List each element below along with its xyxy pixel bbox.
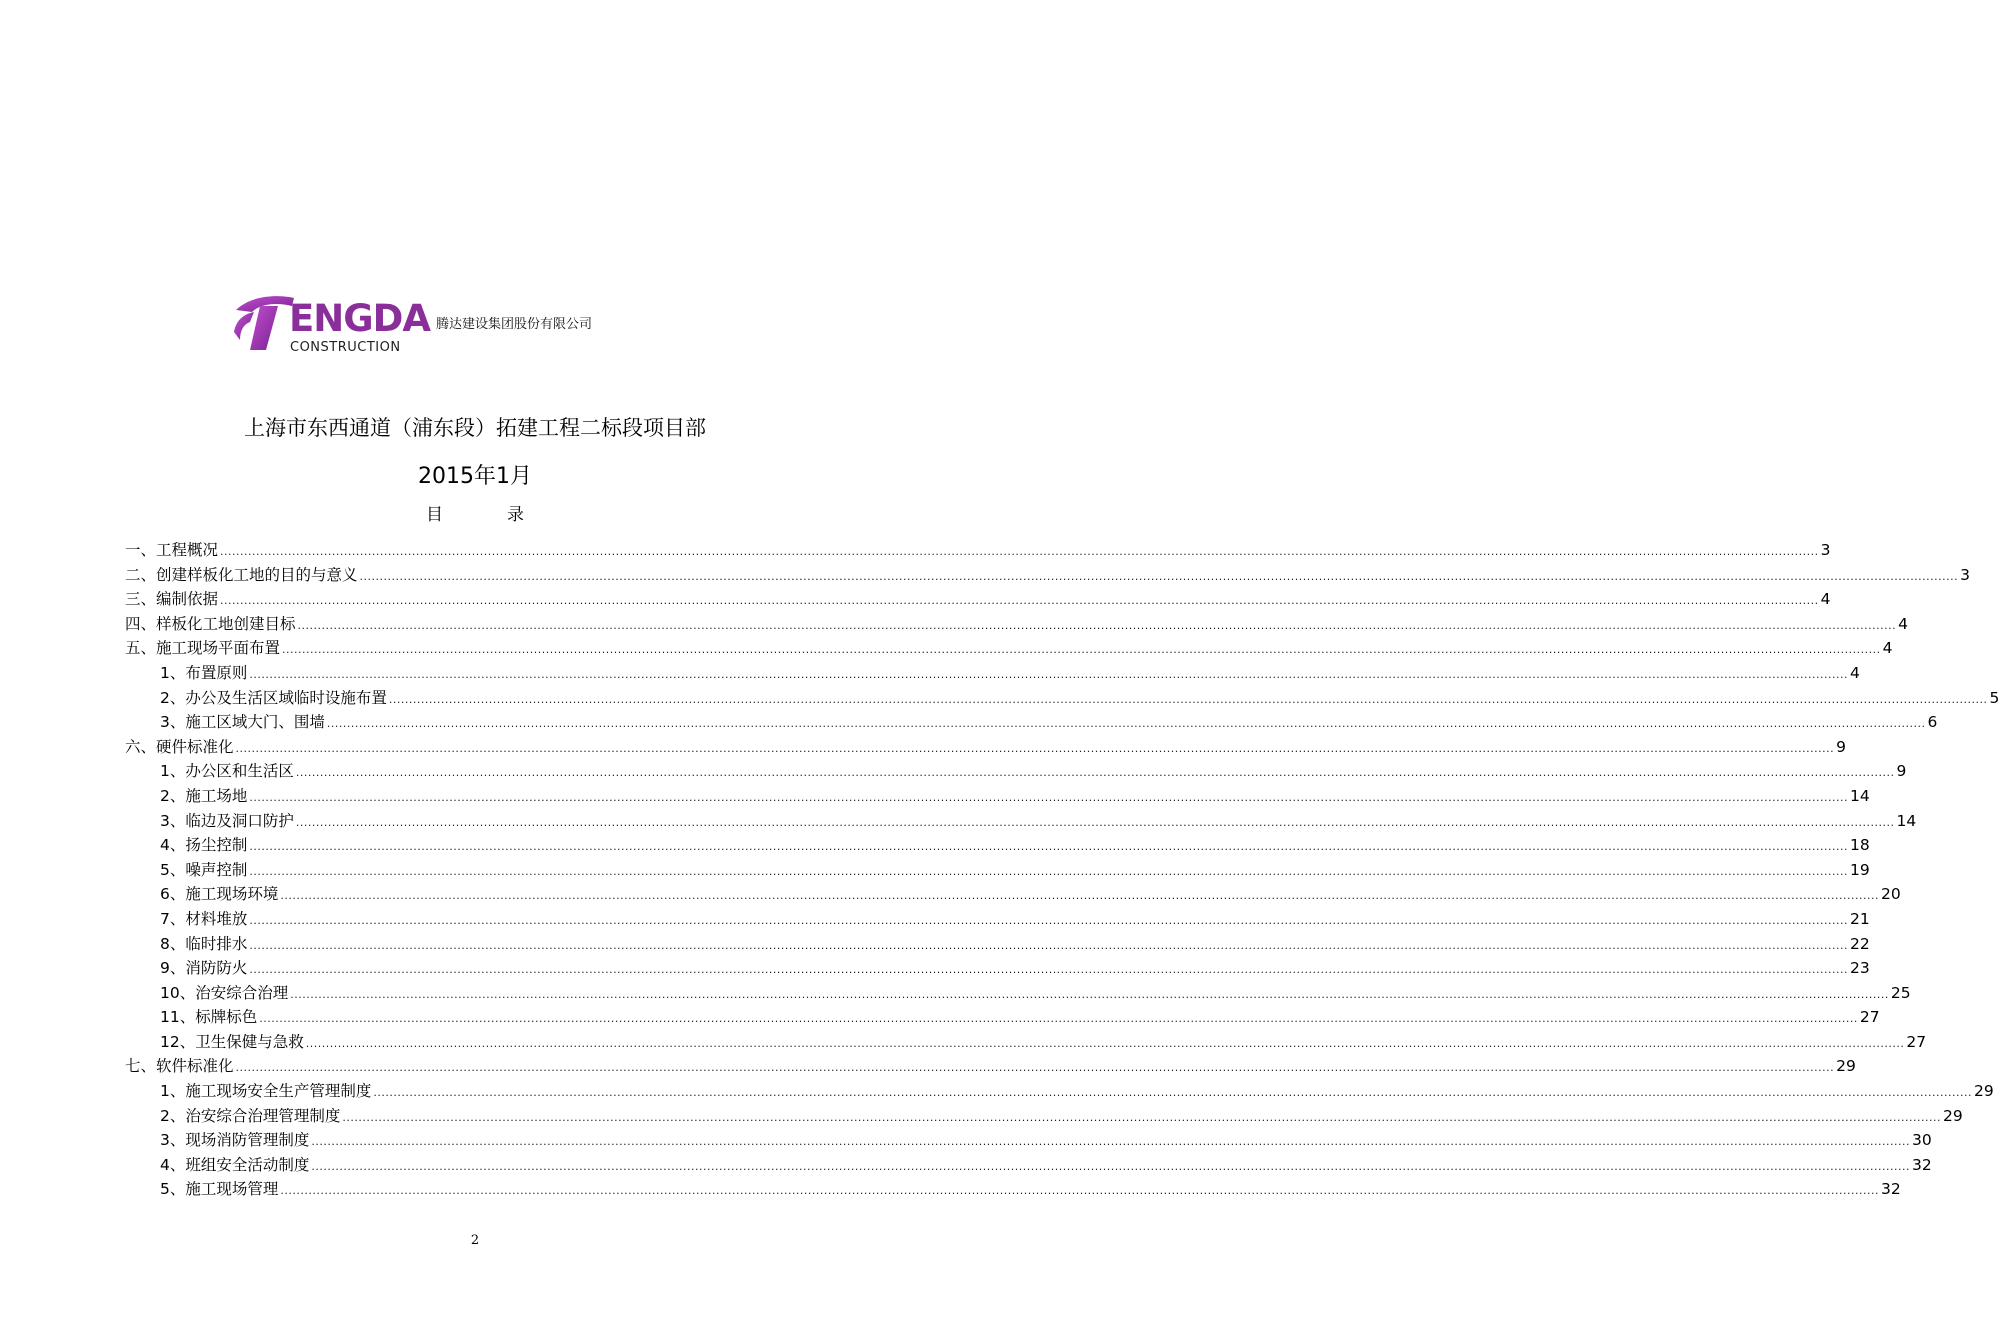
toc-leader-dots: ................................................................................................................................................................................................................................................................................................................................................................................................................ <box>235 741 1835 755</box>
toc-entry-page: 32 <box>1912 1155 1932 1174</box>
toc-leader-dots: ................................................................................................................................................................................................................................................................................................................................................................................................................ <box>342 1110 1942 1124</box>
toc-entry-page: 29 <box>1974 1082 1994 1101</box>
toc-entry[interactable] <box>125 759 1907 784</box>
toc-entry[interactable] <box>125 612 1909 637</box>
page-number: 2 <box>470 1233 480 1248</box>
toc-entry-page: 25 <box>1890 983 1911 1002</box>
toc-entry-page: 21 <box>1850 909 1870 928</box>
toc-entry-label: 9、消防防火 <box>160 959 248 978</box>
toc-entry-page: 19 <box>1850 860 1870 879</box>
toc-entry-label: 6、施工现场环境 <box>160 885 279 904</box>
toc-leader-dots: ................................................................................................................................................................................................................................................................................................................................................................................................................ <box>326 717 1926 731</box>
toc-entry-label: 六、硬件标准化 <box>125 737 234 756</box>
toc-entry[interactable] <box>125 1128 1932 1153</box>
toc-leader-dots: ................................................................................................................................................................................................................................................................................................................................................................................................................ <box>249 864 1849 878</box>
toc-entry-page: 29 <box>1836 1057 1856 1076</box>
company-name: 腾达建设集团股份有限公司 <box>436 317 593 332</box>
toc-entry-label: 五、施工现场平面布置 <box>125 639 281 658</box>
toc-leader-dots: ................................................................................................................................................................................................................................................................................................................................................................................................................ <box>220 545 1819 558</box>
toc-entry-label: 七、软件标准化 <box>125 1057 234 1076</box>
toc-entry-label: 8、临时排水 <box>160 934 248 953</box>
toc-entry-page: 27 <box>1906 1032 1927 1051</box>
toc-leader-dots: ................................................................................................................................................................................................................................................................................................................................................................................................................ <box>280 1184 1880 1198</box>
toc-entry-page: 4 <box>1820 590 1831 609</box>
toc-leader-dots: ................................................................................................................................................................................................................................................................................................................................................................................................................ <box>249 938 1849 952</box>
toc-entry-page: 4 <box>1882 639 1893 658</box>
toc-entry-page: 23 <box>1850 959 1870 978</box>
toc-entry-label: 3、现场消防管理制度 <box>160 1131 310 1150</box>
toc-entry[interactable] <box>125 882 1901 907</box>
toc-entry-page: 22 <box>1850 934 1870 953</box>
toc-entry[interactable] <box>125 710 1938 735</box>
toc-entry[interactable] <box>125 538 1831 563</box>
toc-entry[interactable] <box>125 1153 1932 1178</box>
toc-entry-label: 1、办公区和生活区 <box>160 762 294 781</box>
toc-entry-label: 12、卫生保健与急救 <box>160 1032 304 1051</box>
toc-leader-dots: ................................................................................................................................................................................................................................................................................................................................................................................................................ <box>220 594 1819 608</box>
toc-entry-page: 29 <box>1943 1106 1963 1125</box>
toc-leader-dots: ................................................................................................................................................................................................................................................................................................................................................................................................................ <box>311 1159 1911 1173</box>
toc-entry-label: 5、噪声控制 <box>160 860 248 879</box>
toc-entry-page: 14 <box>1896 811 1917 830</box>
toc-entry[interactable] <box>125 932 1870 957</box>
toc-entry[interactable] <box>125 784 1870 809</box>
toc-entry-label: 11、标牌标色 <box>160 1008 258 1027</box>
toc-entry[interactable] <box>125 661 1860 686</box>
toc-entry[interactable] <box>125 1104 1963 1129</box>
toc-entry-page: 18 <box>1850 836 1870 855</box>
toc-entry-label: 2、办公及生活区域临时设施布置 <box>160 688 387 707</box>
toc-leader-dots: ................................................................................................................................................................................................................................................................................................................................................................................................................ <box>290 987 1889 1001</box>
toc-entry-label: 10、治安综合治理 <box>160 983 289 1002</box>
toc-entry-page: 14 <box>1850 786 1870 805</box>
toc-heading-right: 录 <box>507 505 524 525</box>
toc-entry-page: 3 <box>1820 541 1831 559</box>
toc-leader-dots: ................................................................................................................................................................................................................................................................................................................................................................................................................ <box>249 790 1849 804</box>
toc-leader-dots: ................................................................................................................................................................................................................................................................................................................................................................................................................ <box>249 913 1849 927</box>
tengda-swoosh-icon <box>232 292 296 354</box>
toc-leader-dots: ................................................................................................................................................................................................................................................................................................................................................................................................................ <box>249 667 1849 681</box>
toc-leader-dots: ................................................................................................................................................................................................................................................................................................................................................................................................................ <box>280 889 1880 903</box>
toc-entry[interactable] <box>125 1054 1856 1079</box>
toc-leader-dots: ................................................................................................................................................................................................................................................................................................................................................................................................................ <box>295 766 1895 780</box>
toc-leader-dots: ................................................................................................................................................................................................................................................................................................................................................................................................................ <box>249 963 1849 977</box>
toc-leader-dots: ................................................................................................................................................................................................................................................................................................................................................................................................................ <box>311 1135 1911 1149</box>
document-date: 2015年1月 <box>418 464 532 489</box>
toc-entry[interactable] <box>125 1177 1901 1202</box>
toc-leader-dots: ................................................................................................................................................................................................................................................................................................................................................................................................................ <box>235 1061 1835 1075</box>
toc-leader-dots: ................................................................................................................................................................................................................................................................................................................................................................................................................ <box>373 1086 1973 1100</box>
toc-entry-label: 7、材料堆放 <box>160 909 248 928</box>
toc-entry[interactable] <box>125 981 1911 1006</box>
toc-leader-dots: ................................................................................................................................................................................................................................................................................................................................................................................................................ <box>388 692 1988 706</box>
toc-entry-label: 3、临边及洞口防护 <box>160 811 294 830</box>
toc-entry[interactable] <box>125 858 1870 883</box>
toc-entry[interactable] <box>125 587 1831 612</box>
toc-entry-page: 6 <box>1927 713 1938 732</box>
toc-entry[interactable] <box>125 809 1917 834</box>
toc-entry[interactable] <box>125 956 1870 981</box>
toc-entry-page: 30 <box>1912 1131 1932 1150</box>
toc-entry-label: 1、布置原则 <box>160 663 248 682</box>
toc-entry-page: 5 <box>1989 688 1999 707</box>
toc-entry-page: 4 <box>1850 663 1860 682</box>
toc-entry[interactable] <box>125 1030 1927 1055</box>
toc-entry-page: 32 <box>1881 1180 1901 1199</box>
toc-entry-label: 4、班组安全活动制度 <box>160 1155 310 1174</box>
toc-entry-label: 3、施工区域大门、围墙 <box>160 713 325 732</box>
toc-entry[interactable] <box>125 735 1847 760</box>
toc-entry-label: 二、创建样板化工地的目的与意义 <box>125 565 358 584</box>
toc-leader-dots: ................................................................................................................................................................................................................................................................................................................................................................................................................ <box>282 643 1881 657</box>
toc-entry-label: 一、工程概况 <box>125 541 219 559</box>
toc-entry-label: 1、施工现场安全生产管理制度 <box>160 1082 372 1101</box>
toc-heading-left: 目 <box>426 505 443 525</box>
toc-leader-dots: ................................................................................................................................................................................................................................................................................................................................................................................................................ <box>249 840 1849 854</box>
toc-entry[interactable] <box>125 1079 1994 1104</box>
toc-entry[interactable] <box>125 833 1870 858</box>
toc-entry[interactable] <box>125 636 1893 661</box>
toc-entry[interactable] <box>125 907 1870 932</box>
toc-entry-label: 三、编制依据 <box>125 590 219 609</box>
toc-entry-page: 20 <box>1881 885 1901 904</box>
toc-entry-label: 5、施工现场管理 <box>160 1180 279 1199</box>
toc-entry-label: 2、治安综合治理管理制度 <box>160 1106 341 1125</box>
toc-heading <box>0 503 950 527</box>
toc-leader-dots: ................................................................................................................................................................................................................................................................................................................................................................................................................ <box>259 1012 1858 1026</box>
company-logo <box>232 292 652 362</box>
toc-entry-label: 4、扬尘控制 <box>160 836 248 855</box>
toc-entry-page: 9 <box>1896 762 1907 781</box>
toc-leader-dots: ................................................................................................................................................................................................................................................................................................................................................................................................................ <box>305 1036 1905 1050</box>
toc-entry-page: 27 <box>1859 1008 1880 1027</box>
project-title: 上海市东西通道（浦东段）拓建工程二标段项目部 <box>244 416 706 440</box>
toc-leader-dots: ................................................................................................................................................................................................................................................................................................................................................................................................................ <box>297 618 1897 632</box>
toc-entry-page: 9 <box>1836 737 1847 756</box>
toc-entry-page: 4 <box>1898 614 1909 633</box>
toc-entry[interactable] <box>125 563 1971 588</box>
logo-subtitle: CONSTRUCTION <box>290 340 401 355</box>
logo-wordmark: ENGDA <box>289 297 430 340</box>
toc-leader-dots: ................................................................................................................................................................................................................................................................................................................................................................................................................ <box>295 815 1895 829</box>
toc-entry-page: 3 <box>1960 565 1971 584</box>
toc-entry-label: 2、施工场地 <box>160 786 248 805</box>
toc-leader-dots: ................................................................................................................................................................................................................................................................................................................................................................................................................ <box>359 569 1959 583</box>
toc-entry[interactable] <box>125 686 1999 711</box>
table-of-contents <box>125 538 1999 1202</box>
toc-entry[interactable] <box>125 1005 1880 1030</box>
toc-entry-label: 四、样板化工地创建目标 <box>125 614 296 633</box>
